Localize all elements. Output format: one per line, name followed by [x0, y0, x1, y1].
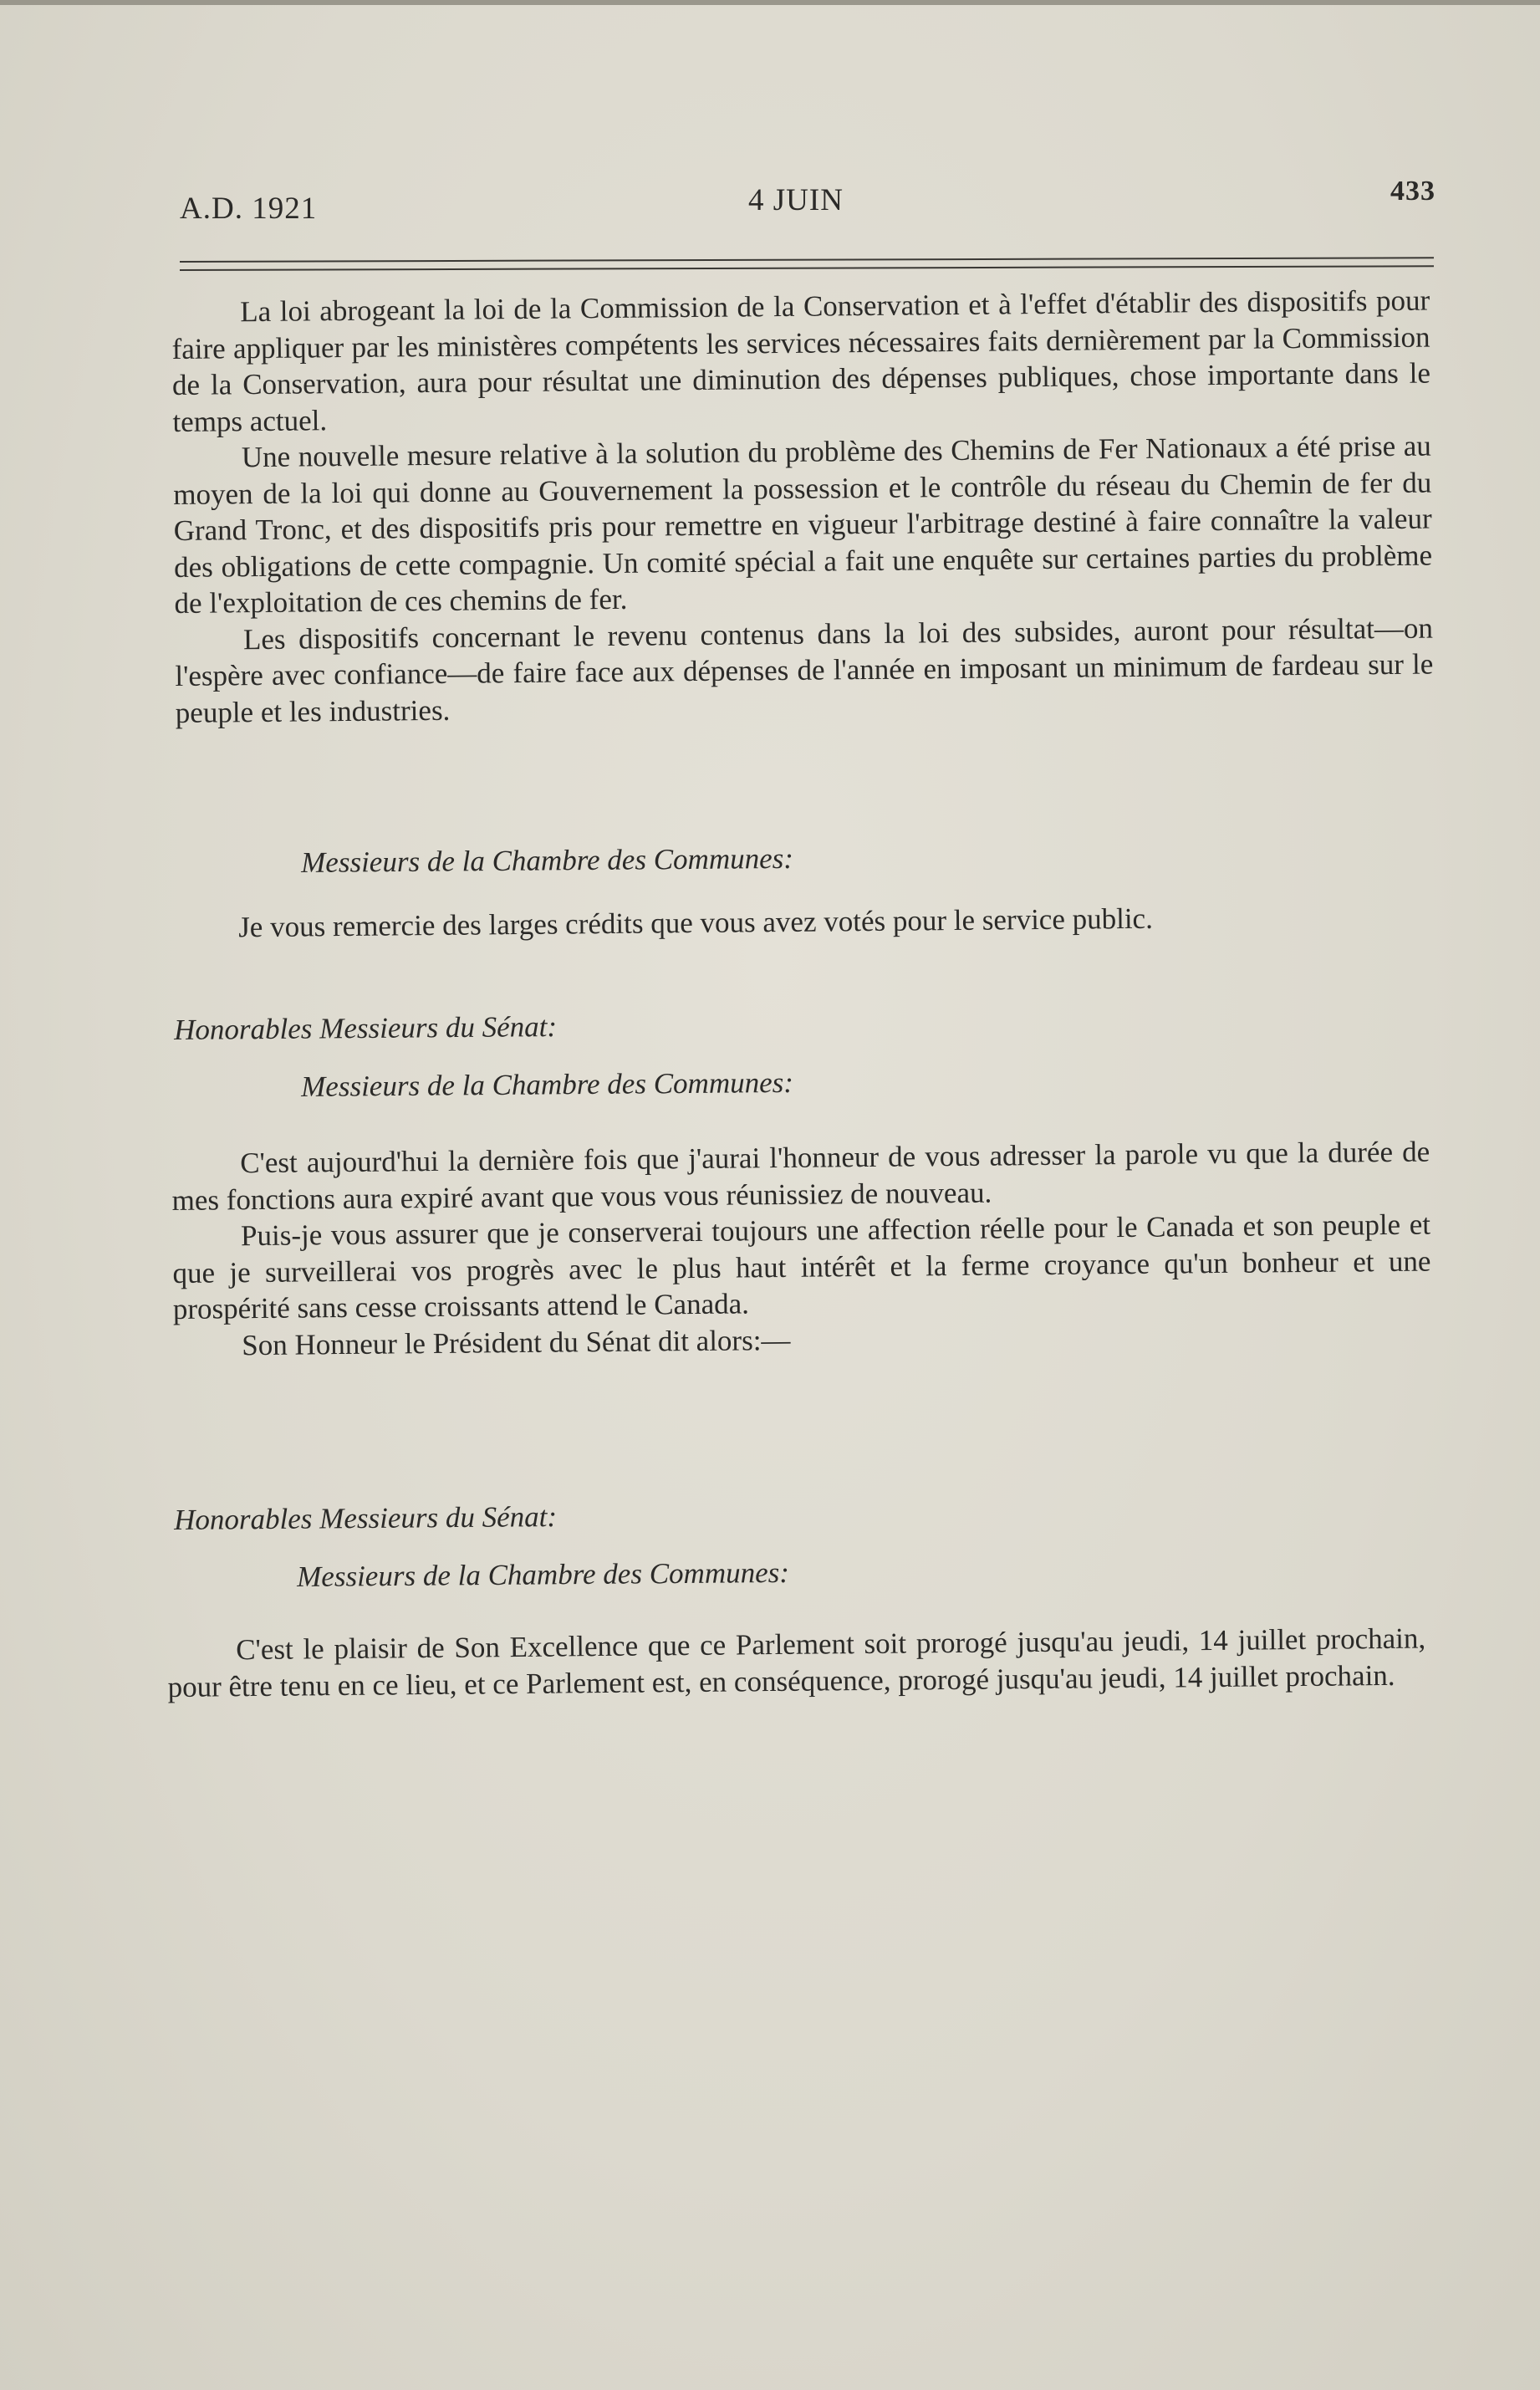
salutation-commons: Messieurs de la Chambre des Communes:	[297, 1555, 790, 1593]
header-date: 4 JUIN	[748, 183, 844, 217]
paragraph-conservation: La loi abrogeant la loi de la Commission de la Conservation et à l'effet d'établir des dispositifs pour faire appliquer par les ministères compétents les services nécessaires faits dernièrement par la Commission de la Conservation, aura pour résultat une diminution des dépenses publiques, chose importante dans le temps actuel.	[171, 283, 1431, 438]
paragraph-farewell: C'est aujourd'hui la dernière fois que j'aurai l'honneur de vous adresser la parole vu que la durée de mes fonctions aura expiré avant que vous vous réunissiez de nouveau.	[171, 1135, 1430, 1217]
header-rule-top	[180, 257, 1434, 263]
paragraph-president: Son Honneur le Président du Sénat dit alors:—	[242, 1323, 791, 1361]
paragraph-prorogation: C'est le plaisir de Son Excellence que ce Parlement soit prorogé jusqu'au jeudi, 14 juillet prochain, pour être tenu en ce lieu, et ce Parlement est, en conséquence, prorogé jusqu'au jeudi, 14 juillet prochain.	[167, 1621, 1426, 1703]
paragraph-railways: Une nouvelle mesure relative à la solution du problème des Chemins de Fer Nationaux a été prise au moyen de la loi qui donne au Gouvernement la possession et le contrôle du réseau du Chemin de fer du Grand Tronc, et des dispositifs pris pour remettre en vigueur l'arbitrage destiné à faire connaître la valeur des obligations de cette compagnie. Un comité spécial a fait une enquête sur certaines parties du problème de l'exploitation de ces chemins de fer.	[173, 429, 1433, 620]
paragraph-revenue: Les dispositifs concernant le revenu contenus dans la loi des subsides, auront pour résultat—on l'espère avec confiance—de faire face aux dépenses de l'année en imposant un minimum de fardeau sur le peuple et les industries.	[175, 611, 1434, 729]
page-header	[180, 176, 1434, 226]
header-rule-bottom	[180, 265, 1434, 271]
salutation-commons: Messieurs de la Chambre des Communes:	[301, 841, 794, 879]
opening-paragraphs	[171, 283, 1434, 731]
header-year: A.D. 1921	[180, 192, 318, 226]
salutation-senate: Honorables Messieurs du Sénat:	[174, 1010, 558, 1046]
salutation-senate: Honorables Messieurs du Sénat:	[174, 1500, 558, 1536]
page-top-edge	[0, 0, 1540, 5]
thanks-block	[171, 898, 1430, 947]
salutation-commons: Messieurs de la Chambre des Communes:	[301, 1065, 794, 1103]
page-number: 433	[1390, 176, 1435, 207]
prorogation-block	[167, 1621, 1426, 1705]
paragraph-assurance: Puis-je vous assurer que je conserverai toujours une affection réelle pour le Canada et son peuple et que je surveillerai vos progrès avec le plus haut intérêt et la ferme croyance qu'un bonheur et une prospérité sans cesse croissants attend le Canada.	[172, 1208, 1431, 1325]
farewell-block	[171, 1134, 1431, 1364]
paragraph-thanks: Je vous remercie des larges crédits que vous avez votés pour le service public.	[238, 901, 1154, 944]
